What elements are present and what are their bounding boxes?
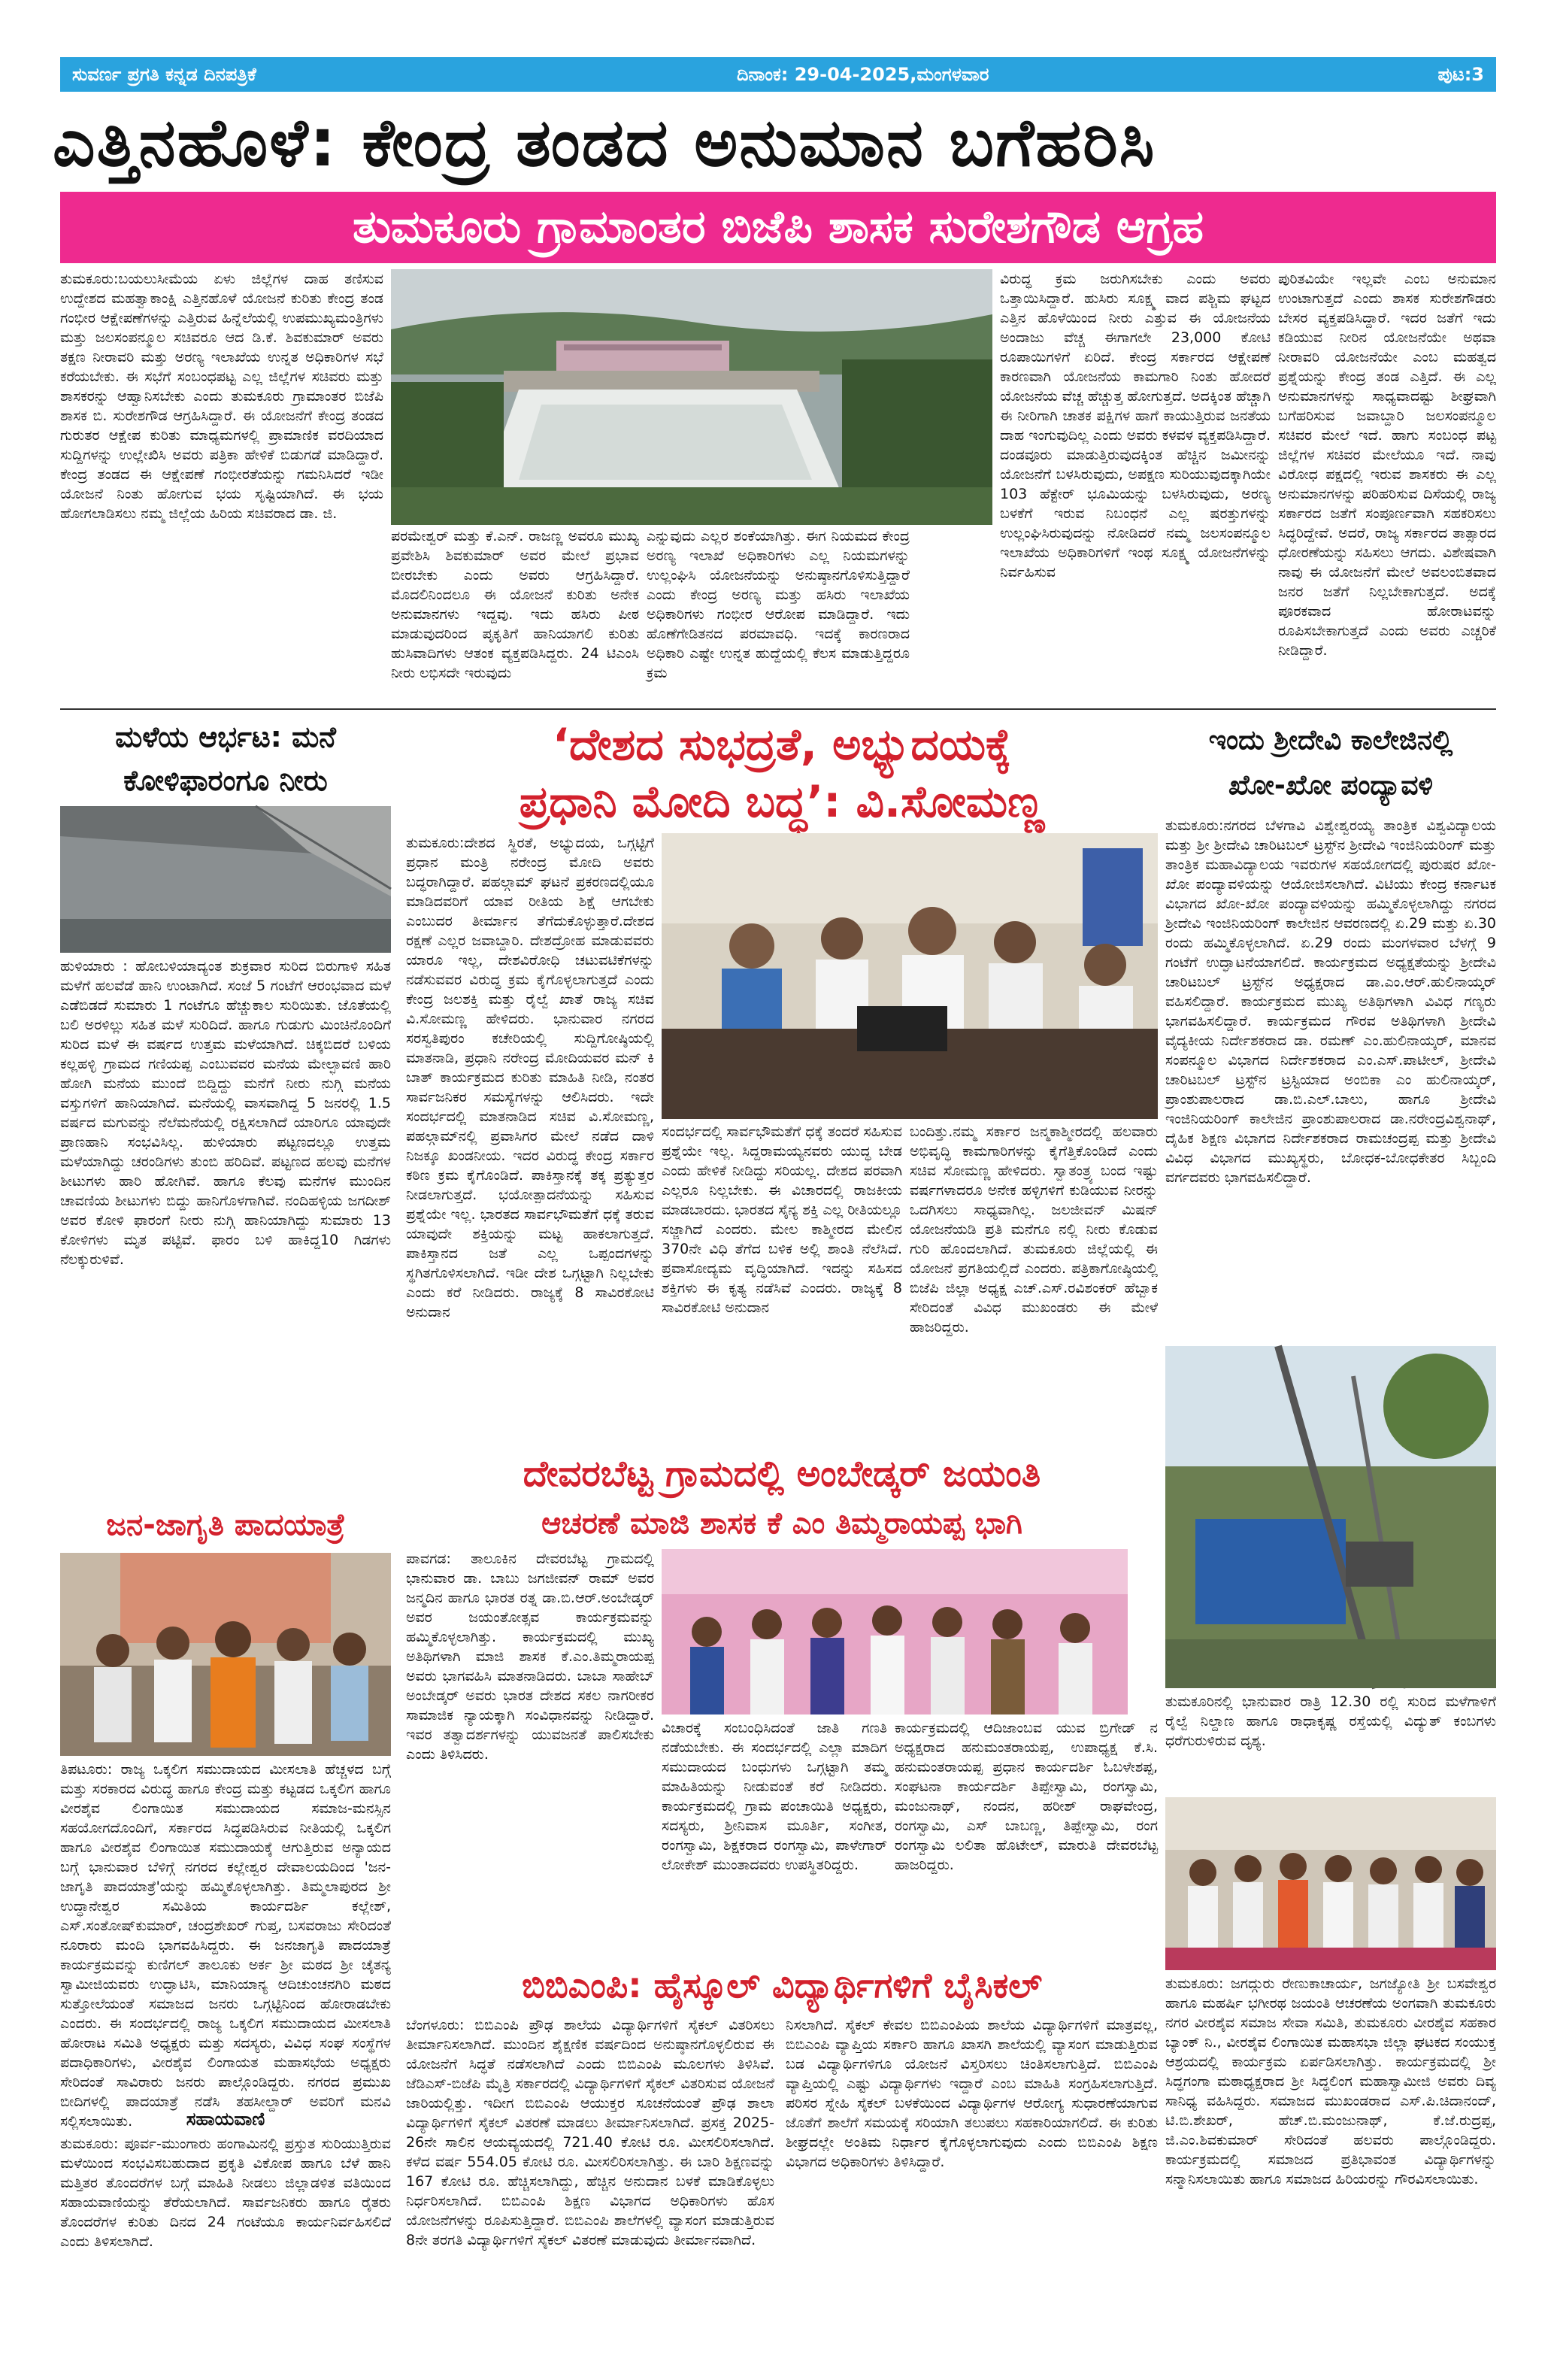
dam-photo [391,269,992,525]
jana-body: ತಿಪಟೂರು: ರಾಜ್ಯ ಒಕ್ಕಲಿಗ ಸಮುದಾಯದ ಮೀಸಲಾತಿ ಹೆಚ್ಚಳದ ಬಗ್ಗೆ ಮತ್ತು ಸರಕಾರದ ವಿರುದ್ಧ ಹಾಗೂ ಕೇಂದ್ರ ಮತ್ತು ಕಟ್ಟಡದ ಒಕ್ಕಲಿಗ ಹಾಗೂ ವೀರಶೈವ ಲಿಂಗಾಯಿತ ಸಮುದಾಯದ ಸಮಾಜ-ಮನಸ್ಸಿನ ಸಹಯೋಗದೊಂದಿಗೆ, ಸರ್ಕಾರದ ಸಿದ್ಧಪಡಿಸಿರುವ ನೀತಿಯಲ್ಲಿ ಒಕ್ಕಲಿಗ ಹಾಗೂ ವೀರಶೈವ ಲಿಂಗಾಯಿತ ಸಮುದಾಯಕ್ಕೆ ಆಗುತ್ತಿರುವ ಅನ್ಯಾಯದ ಬಗ್ಗೆ ಭಾನುವಾರ ಬೆಳಿಗ್ಗೆ ನಗರದ ಕಲ್ಲೇಶ್ವರ ದೇವಾಲಯದಿಂದ 'ಜನ-ಜಾಗೃತಿ ಪಾದಯಾತ್ರೆ'ಯನ್ನು ಹಮ್ಮಿಕೊಳ್ಳಲಾಗಿತ್ತು. ತಿಮ್ಮಲಾಪುರದ ಶ್ರೀ ಉದ್ಧಾನೇಶ್ವರ ಸಮಿತಿಯ ಕಾರ್ಯದರ್ಶಿ ಕಲ್ಲೇಶ್, ಎಸ್.ಸಂತೋಷ್‌ಕುಮಾರ್, ಚಂದ್ರಶೇಖರ್ ಗುಪ್ತ, ಬಸವರಾಜು ಸೇರಿದಂತೆ ನೂರಾರು ಮಂದಿ ಭಾಗವಹಿಸಿದ್ದರು. ಈ ಜನಜಾಗೃತಿ ಪಾದಯಾತ್ರೆ ಕಾರ್ಯಕ್ರಮವನ್ನು ಕುಣಿಗಲ್ ತಾಲೂಕು ಅರ್ಕ ಶ್ರೀ ಮಠದ ಶ್ರೀ ಚೈತನ್ಯ ಸ್ವಾಮೀಜಿಯವರು ಉದ್ಘಾಟಿಸಿ, ಮಾನಿಯಾನ್ಯ ಆದಿಚುಂಚನಗಿರಿ ಮಠದ ಸುತ್ತೋಲೆಯಂತೆ ಸಮಾಜದ ಜನರು ಒಗ್ಗಟ್ಟಿನಿಂದ ಹೋರಾಡಬೇಕು ಎಂದರು. ಈ ಸಂದರ್ಭದಲ್ಲಿ ರಾಜ್ಯ ಒಕ್ಕಲಿಗ ಸಮುದಾಯದ ಮೀಸಲಾತಿ ಹೋರಾಟ ಸಮಿತಿ ಅಧ್ಯಕ್ಷರು ಮತ್ತು ಸದಸ್ಯರು, ವಿವಿಧ ಸಂಘ ಸಂಸ್ಥೆಗಳ ಪದಾಧಿಕಾರಿಗಳು, ವೀರಶೈವ ಲಿಂಗಾಯತ ಮಹಾಸಭೆಯ ಅಧ್ಯಕ್ಷರು ಸೇರಿದಂತೆ ಸಾವಿರಾರು ಜನರು ಪಾಲ್ಗೊಂಡಿದ್ದರು. ನಗರದ ಪ್ರಮುಖ ಬೀದಿಗಳಲ್ಲಿ ಪಾದಯಾತ್ರೆ ನಡೆಸಿ ತಹಸೀಲ್ದಾರ್ ಅವರಿಗೆ ಮನವಿ ಸಲ್ಲಿಸಲಾಯಿತು. [60,1761,391,2130]
pylon-caption: ತುಮಕೂರಿನಲ್ಲಿ ಭಾನುವಾರ ರಾತ್ರಿ 12.30 ರಲ್ಲಿ ಸುರಿದ ಮಳೆಗಾಳಿಗೆ ರೈಲ್ವೆ ನಿಲ್ದಾಣ ಹಾಗೂ ರಾಧಾಕೃಷ್ಣ ರಸ್ತೆಯಲ್ಲಿ ವಿದ್ಯುತ್ ಕಂಬಗಳು ಧರೆಗುರುಳಿರುವ ದೃಶ್ಯ. [1165,1693,1496,1749]
kho-headline-1: ಇಂದು ಶ್ರೀದೇವಿ ಕಾಲೇಜಿನಲ್ಲಿ [1208,725,1453,756]
page-number: ಪುಟ:3 [1437,64,1484,85]
lead-col-2: ಪರಮೇಶ್ವರ್ ಮತ್ತು ಕೆ.ಎನ್. ರಾಜಣ್ಣ ಅವರೂ ಮುಖ್ಯ ಪ್ರವೇಶಿಸಿ ಶಿವಕುಮಾರ್ ಅವರ ಮೇಲೆ ಪ್ರಭಾವ ಬೀರಬೇಕು ಎಂದು ಅವರು ಆಗ್ರಹಿಸಿದ್ದಾರೆ. ಮೊದಲಿನಿಂದಲೂ ಈ ಯೋಜನೆ ಕುರಿತು ಅನೇಕ ಅನುಮಾನಗಳು ಇದ್ದವು. ಇದು ಹಸಿರು ಪೀಠ ಮಾಡುವುದರಿಂದ ಪೃಕೃತಿಗೆ ಹಾನಿಯಾಗಲಿ ಕುರಿತು ಹುಸಿವಾದಿಗಳು ಆತಂಕ ವ್ಯಕ್ತಪಡಿಸಿದ್ದರು. 24 ಟಿಎಂಸಿ ನೀರು ಲಭಿಸದೇ ಇರುವುದು [391,528,639,681]
bike-col-2: ನಿಸಲಾಗಿದೆ. ಸೈಕಲ್ ಕೇವಲ ಬಿಬಿಎಂಪಿಯ ಶಾಲೆಯ ವಿದ್ಯಾರ್ಥಿಗಳಿಗೆ ಮಾತ್ರವಲ್ಲ, ಬಿಬಿಎಂಪಿ ವ್ಯಾಪ್ತಿಯ ಸರ್ಕಾರಿ ಹಾಗೂ ಖಾಸಗಿ ಶಾಲೆಯಲ್ಲಿ ವ್ಯಾಸಂಗ ಮಾಡುತ್ತಿರುವ ಬಡ ವಿದ್ಯಾರ್ಥಿಗಳಿಗೂ ಯೋಜನೆ ವಿಸ್ತರಿಸಲು ಚಿಂತಿಸಲಾಗುತ್ತಿದೆ. ಬಿಬಿಎಂಪಿ ವ್ಯಾಪ್ತಿಯಲ್ಲಿ ಎಷ್ಟು ವಿದ್ಯಾರ್ಥಿಗಳು ಇದ್ದಾರೆ ಎಂಬ ಮಾಹಿತಿ ಸಂಗ್ರಹಿಸಲಾಗುತ್ತಿದೆ. ಪರಿಸರ ಸ್ನೇಹಿ ಸೈಕಲ್ ಬಳಕೆಯಿಂದ ವಿದ್ಯಾರ್ಥಿಗಳ ಆರೋಗ್ಯ ಸುಧಾರಣೆಯಾಗುವ ಜೊತೆಗೆ ಶಾಲೆಗೆ ಸಮಯಕ್ಕೆ ಸರಿಯಾಗಿ ತಲುಪಲು ಸಹಕಾರಿಯಾಗಲಿದೆ. ಈ ಕುರಿತು ಶೀಘ್ರದಲ್ಲೇ ಅಂತಿಮ ನಿರ್ಧಾರ ಕೈಗೊಳ್ಳಲಾಗುವುದು ಎಂದು ಬಿಬಿಎಂಪಿ ಶಿಕ್ಷಣ ವಿಭಾಗದ ಅಧಿಕಾರಿಗಳು ತಿಳಿಸಿದ್ದಾರೆ. [786,2017,1158,2170]
ambedkar-col-3: ಕಾರ್ಯಕ್ರಮದಲ್ಲಿ ಆದಿಜಾಂಬವ ಯುವ ಬ್ರಿಗೇಡ್ ನ ಅಧ್ಯಕ್ಷರಾದ ಹನುಮಂತರಾಯಪ್ಪ, ಉಪಾಧ್ಯಕ್ಷ ಕೆ.ಸಿ. ಹನುಮಂತರಾಯಪ್ಪ ಪ್ರಧಾನ ಕಾರ್ಯದರ್ಶಿ ಓಬಳೇಶಪ್ಪ, ಸಂಘಟನಾ ಕಾರ್ಯದರ್ಶಿ ತಿಪ್ಪೇಸ್ವಾಮಿ, ರಂಗಸ್ವಾಮಿ, ಮಂಜುನಾಥ್, ನಂದನ, ಹರೀಶ್ ರಾಘವೇಂದ್ರ, ರಂಗಸ್ವಾಮಿ, ಎಸ್ ಬಾಬಣ್ಣ, ತಿಪ್ಪೇಸ್ವಾಮಿ, ರಂಗ ರಂಗಸ್ವಾಮಿ ಲಲಿತಾ ಹೊಟೇಲ್, ಮಾರುತಿ ದೇವರಬೆಟ್ಟ ಹಾಜರಿದ್ದರು. [895,1720,1158,1873]
rain-body: ಹುಳಿಯಾರು : ಹೋಬಳಿಯಾದ್ಯಂತ ಶುಕ್ರವಾರ ಸುರಿದ ಬಿರುಗಾಳಿ ಸಹಿತ ಮಳೆಗೆ ಹಲವೆಡೆ ಹಾನಿ ಉಂಟಾಗಿದೆ. ಸಂಜೆ 5 ಗಂಟೆಗೆ ಆರಂಭವಾದ ಮಳೆ ಎಡೆಬಿಡದೆ ಸುಮಾರು 1 ಗಂಟೆಗೂ ಹೆಚ್ಚುಕಾಲ ಸುರಿಯಿತು. ಜೊತೆಯಲ್ಲಿ ಬಲಿ ಅರಳಿಲ್ಲು ಸಹಿತ ಮಳೆ ಸುರಿದಿದೆ. ಹಾಗೂ ಗುಡುಗು ಮಿಂಚಿನೊಂದಿಗೆ ಸುರಿದ ಮಳೆ ಈ ವರ್ಷದ ಉತ್ತಮ ಮಳೆಯಾಗಿದೆ. ಚಿಕ್ಕಬಿದರೆ ಬಳಿಯ ಕಲ್ಲಹಳ್ಳಿ ಗ್ರಾಮದ ಗಣಿಯಪ್ಪ ಎಂಬುವವರ ಮನೆಯ ಮೇಲ್ಛಾವಣಿ ಹಾರಿ ಹೋಗಿ ಮನೆಯ ಮುಂದೆ ಬಿದ್ದಿದ್ದು ಮನೆಗೆ ನೀರು ನುಗ್ಗಿ ಮನೆಯ ವಸ್ತುಗಳಿಗೆ ಹಾನಿಯಾಗಿದೆ. ಮನೆಯಲ್ಲಿ ವಾಸವಾಗಿದ್ದ 5 ಜನರಲ್ಲಿ 1.5 ವರ್ಷದ ಮಗುವನ್ನು ನೆಲೆಮನೆಯಲ್ಲಿ ರಕ್ಷಿಸಲಾಗಿದೆ ಯಾರಿಗೂ ಯಾವುದೇ ಪ್ರಾಣಹಾನಿ ಸಂಭವಿಸಿಲ್ಲ. ಹುಳಿಯಾರು ಪಟ್ಟಣದಲ್ಲೂ ಉತ್ತಮ ಮಳೆಯಾಗಿದ್ದು ಚರಂಡಿಗಳು ತುಂಬಿ ಹರಿದಿವೆ. ಪಟ್ಟಣದ ಹಲವು ಮನೆಗಳ ಶೀಟುಗಳು ಹಾರಿ ಹೋಗಿವೆ. ಹಾಗೂ ಕೆಲವು ಮನೆಗಳ ಮುಂದಿನ ಚಾವಣಿಯ ಶೀಟುಗಳು ಬಿದ್ದು ಹಾನಿಗೊಳಗಾಗಿವೆ. ನಂದಿಹಳ್ಳಿಯ ಜಗದೀಶ್ ಅವರ ಕೋಳಿ ಫಾರಂಗೆ ನೀರು ನುಗ್ಗಿ ಹಾನಿಯಾಗಿದ್ದು ಸುಮಾರು 13 ಕೋಳಿಗಳು ಮೃತ ಪಟ್ಟಿವೆ. ಫಾರಂ ಬಳಿ ಹಾಕಿದ್ದ10 ಗಿಡಗಳು ನೆಲಕ್ಕುರುಳಿವೆ. [60,958,391,1268]
ambedkar-illustration [662,1549,1128,1715]
ambedkar-col-2: ವಿಚಾರಕ್ಕೆ ಸಂಬಂಧಿಸಿದಂತೆ ಜಾತಿ ಗಣತಿ ನಡೆಯಬೇಕು. ಈ ಸಂದರ್ಭದಲ್ಲಿ ಎಲ್ಲಾ ಮಾದಿಗ ಸಮುದಾಯದ ಬಂಧುಗಳು ಒಗ್ಗಟ್ಟಾಗಿ ತಮ್ಮ ಮಾಹಿತಿಯನ್ನು ನೀಡುವಂತೆ ಕರೆ ನೀಡಿದರು. ಕಾರ್ಯಕ್ರಮದಲ್ಲಿ ಗ್ರಾಮ ಪಂಚಾಯಿತಿ ಅಧ್ಯಕ್ಷರು, ಸದಸ್ಯರು, ಶ್ರೀನಿವಾಸ ಮೂರ್ತಿ, ಸಂಗೀತ, ರಂಗಸ್ವಾಮಿ, ಶಿಕ್ಷಕರಾದ ರಂಗಸ್ವಾಮಿ, ಪಾಳೇಗಾರ್ ಲೋಕೇಶ್ ಮುಂತಾದವರು ಉಪಸ್ಥಿತರಿದ್ದರು. [662,1720,887,1873]
modi-col-3: ಬಂದಿತ್ತು.ನಮ್ಮ ಸರ್ಕಾರ ಜನ್ಮಕಾಶ್ಮೀರದಲ್ಲಿ ಹಲವಾರು ಅಭಿವೃದ್ಧಿ ಕಾಮಗಾರಿಗಳನ್ನು ಕೈಗೆತ್ತಿಕೊಂಡಿದೆ ಎಂದು ಸಚಿವ ಸೋಮಣ್ಣ ಹೇಳಿದರು. ಸ್ವಾತಂತ್ರ್ಯ ಬಂದ ಇಷ್ಟು ವರ್ಷಗಳಾದರೂ ಅನೇಕ ಹಳ್ಳಿಗಳಿಗೆ ಕುಡಿಯುವ ನೀರನ್ನು ಒದಗಿಸಲು ಸಾಧ್ಯವಾಗಿಲ್ಲ. ಜಲಜೀವನ್ ಮಿಷನ್ ಯೋಜನೆಯಡಿ ಪ್ರತಿ ಮನೆಗೂ ನಲ್ಲಿ ನೀರು ಕೊಡುವ ಗುರಿ ಹೊಂದಲಾಗಿದೆ. ತುಮಕೂರು ಜಿಲ್ಲೆಯಲ್ಲಿ ಈ ಯೋಜನೆ ಪ್ರಗತಿಯಲ್ಲಿದೆ ಎಂದರು. ಪತ್ರಿಕಾಗೋಷ್ಠಿಯಲ್ಲಿ ಬಿಜೆಪಿ ಜಿಲ್ಲಾ ಅಧ್ಯಕ್ಷ ಎಚ್.ಎಸ್.ರವಿಶಂಕರ್ ಹೆಬ್ಬಾಕ ಸೇರಿದಂತೆ ವಿವಿಧ ಮುಖಂಡರು ಈ ಮೇಳೆ ಹಾಜರಿದ್ದರು. [910,1123,1158,1336]
divider [60,708,1496,710]
ambedkar-col-1: ಪಾವಗಡ: ತಾಲೂಕಿನ ದೇವರಬೆಟ್ಟ ಗ್ರಾಮದಲ್ಲಿ ಭಾನುವಾರ ಡಾ. ಬಾಬು ಜಗಜೀವನ್ ರಾಮ್ ಅವರ ಜನ್ಮದಿನ ಹಾಗೂ ಭಾರತ ರತ್ನ ಡಾ.ಬಿ.ಆರ್.ಅಂಬೇಡ್ಕರ್ ಅವರ ಜಯಂತೋತ್ಸವ ಕಾರ್ಯಕ್ರಮವನ್ನು ಹಮ್ಮಿಕೊಳ್ಳಲಾಗಿತ್ತು. ಕಾರ್ಯಕ್ರಮದಲ್ಲಿ ಮುಖ್ಯ ಅತಿಥಿಗಳಾಗಿ ಮಾಜಿ ಶಾಸಕ ಕೆ.ಎಂ.ತಿಮ್ಮರಾಯಪ್ಪ ಅವರು ಭಾಗವಹಿಸಿ ಮಾತನಾಡಿದರು. ಬಾಬಾ ಸಾಹೇಬ್ ಅಂಬೇಡ್ಕರ್ ಅವರು ಭಾರತ ದೇಶದ ಸಕಲ ನಾಗರೀಕರ ಸಾಮಾಜಿಕ ನ್ಯಾಯಕ್ಕಾಗಿ ಸಂವಿಧಾನವನ್ನು ನೀಡಿದ್ದಾರೆ. ಇವರ ತತ್ವಾದರ್ಶಗಳನ್ನು ಯುವಜನತೆ ಪಾಲಿಸಬೇಕು ಎಂದು ತಿಳಿಸಿದರು. [406,1551,654,1763]
sahaya-body: ತುಮಕೂರು: ಪೂರ್ವ-ಮುಂಗಾರು ಹಂಗಾಮಿನಲ್ಲಿ ಪ್ರಸ್ತುತ ಸುರಿಯುತ್ತಿರುವ ಮಳೆಯಿಂದ ಸಂಭವಿಸಬಹುದಾದ ಪ್ರಕೃತಿ ವಿಕೋಪ ಹಾಗೂ ಬೆಳೆ ಹಾನಿ ಮತ್ತಿತರ ತೊಂದರೆಗಳ ಬಗ್ಗೆ ಮಾಹಿತಿ ನೀಡಲು ಜಿಲ್ಲಾಡಳಿತ ವತಿಯಿಂದ ಸಹಾಯವಾಣಿಯನ್ನು ತೆರೆಯಲಾಗಿದೆ. ಸಾರ್ವಜನಿಕರು ಹಾಗೂ ರೈತರು ತೊಂದರೆಗಳ ಕುರಿತು ದಿನದ 24 ಗಂಟೆಯೂ ಕಾರ್ಯನಿರ್ವಹಿಸಲಿದೆ ಎಂದು ತಿಳಿಸಲಾಗಿದೆ. [60,2136,391,2250]
ambedkar-headline: ದೇವರಬೆಟ್ಟ ಗ್ರಾಮದಲ್ಲಿ ಅಂಬೇಡ್ಕರ್ ಜಯಂತಿ [523,1453,1041,1495]
press-meet-photo [662,833,1158,1119]
padayatre-photo [60,1553,391,1756]
rain-headline-1: ಮಳೆಯ ಆರ್ಭಟ: ಮನೆ [115,720,336,753]
press-meet-illustration [662,833,1158,1119]
masthead-bar [60,57,1496,92]
swamiji-body: ತುಮಕೂರು: ಜಗದ್ಗುರು ರೇಣುಕಾಚಾರ್ಯ, ಜಗಜ್ಯೋತಿ ಶ್ರೀ ಬಸವೇಶ್ವರ ಹಾಗೂ ಮಹರ್ಷಿ ಭಗೀರಥ ಜಯಂತಿ ಆಚರಣೆಯ ಅಂಗವಾಗಿ ತುಮಕೂರು ನಗರ ವೀರಶೈವ ಸಮಾಜ ಸೇವಾ ಸಮಿತಿ, ತುಮಕೂರು ವೀರಶೈವ ಸಹಕಾರ ಬ್ಯಾಂಕ್ ನಿ., ವೀರಶೈವ ಲಿಂಗಾಯಿತ ಮಹಾಸಭಾ ಜಿಲ್ಲಾ ಘಟಕದ ಸಂಯುಕ್ತ ಆಶ್ರಯದಲ್ಲಿ ಕಾರ್ಯಕ್ರಮ ಏರ್ಪಡಿಸಲಾಗಿತ್ತು. ಕಾರ್ಯಕ್ರಮದಲ್ಲಿ ಶ್ರೀ ಸಿದ್ಧಗಂಗಾ ಮಠಾಧ್ಯಕ್ಷರಾದ ಶ್ರೀ ಸಿದ್ಧಲಿಂಗ ಮಹಾಸ್ವಾಮೀಜಿ ಅವರು ದಿವ್ಯ ಸಾನಿಧ್ಯ ವಹಿಸಿದ್ದರು. ಸಮಾಜದ ಮುಖಂಡರಾದ ಎಸ್.ಪಿ.ಚಿದಾನಂದ್, ಟಿ.ಬಿ.ಶೇಖರ್, ಹೆಚ್.ಬಿ.ಮಂಜುನಾಥ್, ಕೆ.ಜೆ.ರುದ್ರಪ್ಪ, ಜಿ.ಎಂ.ಶಿವಕುಮಾರ್ ಸೇರಿದಂತೆ ಹಲವರು ಪಾಲ್ಗೊಂಡಿದ್ದರು. ಕಾರ್ಯಕ್ರಮದಲ್ಲಿ ಸಮಾಜದ ಪ್ರತಿಭಾವಂತ ವಿದ್ಯಾರ್ಥಿಗಳನ್ನು ಸನ್ಮಾನಿಸಲಾಯಿತು ಹಾಗೂ ಸಮಾಜದ ಹಿರಿಯರನ್ನು ಗೌರವಿಸಲಾಯಿತು. [1165,1975,1496,2187]
modi-col-1: ತುಮಕೂರು:ದೇಶದ ಸ್ಥಿರತೆ, ಅಭ್ಯುದಯ, ಒಗ್ಗಟ್ಟಿಗೆ ಪ್ರಧಾನ ಮಂತ್ರಿ ನರೇಂದ್ರ ಮೋದಿ ಅವರು ಬದ್ಧರಾಗಿದ್ದಾರೆ. ಪಹಲ್ಗಾಮ್ ಘಟನೆ ಪ್ರಕರಣದಲ್ಲಿಯೂ ಮಾಡಿದವರಿಗೆ ಯಾವ ರೀತಿಯ ಶಿಕ್ಷೆ ಆಗಬೇಕು ಎಂಬುದರ ತೀರ್ಮಾನ ತೆಗೆದುಕೊಳ್ಳುತ್ತಾರೆ.ದೇಶದ ರಕ್ಷಣೆ ಎಲ್ಲರ ಜವಾಬ್ದಾರಿ. ದೇಶದ್ರೋಹ ಮಾಡುವವರು ಯಾರೂ ಇಲ್ಲ, ದೇಶವಿರೋಧಿ ಚಟುವಟಿಕೆಗಳನ್ನು ನಡೆಸುವವರ ವಿರುದ್ಧ ಕ್ರಮ ಕೈಗೊಳ್ಳಲಾಗುತ್ತದೆ ಎಂದು ಕೇಂದ್ರ ಜಲಶಕ್ತಿ ಮತ್ತು ರೈಲ್ವೆ ಖಾತೆ ರಾಜ್ಯ ಸಚಿವ ವಿ.ಸೋಮಣ್ಣ ಹೇಳಿದರು. ಭಾನುವಾರ ನಗರದ ಸರಸ್ವತಿಪುರಂ ಕಚೇರಿಯಲ್ಲಿ ಸುದ್ದಿಗೋಷ್ಠಿಯಲ್ಲಿ ಮಾತನಾಡಿ, ಪ್ರಧಾನಿ ನರೇಂದ್ರ ಮೋದಿಯವರ ಮನ್ ಕಿ ಬಾತ್ ಕಾರ್ಯಕ್ರಮದ ಕುರಿತು ಮಾಹಿತಿ ನೀಡಿ, ನಂತರ ಸಾರ್ವಜನಿಕರ ಸಮಸ್ಯೆಗಳನ್ನು ಆಲಿಸಿದರು. ಇದೇ ಸಂದರ್ಭದಲ್ಲಿ ಮಾತನಾಡಿದ ಸಚಿವ ವಿ.ಸೋಮಣ್ಣ, ಪಹಲ್ಗಾಮ್‌ನಲ್ಲಿ ಪ್ರವಾಸಿಗರ ಮೇಲೆ ನಡೆದ ದಾಳಿ ನಿಜಕ್ಕೂ ಖಂಡನೀಯ. ಇದರ ವಿರುದ್ಧ ಕೇಂದ್ರ ಸರ್ಕಾರ ಕಠಿಣ ಕ್ರಮ ಕೈಗೊಂಡಿದೆ. ಪಾಕಿಸ್ತಾನಕ್ಕೆ ತಕ್ಕ ಪ್ರತ್ಯುತ್ತರ ನೀಡಲಾಗುತ್ತದೆ. ಭಯೋತ್ಪಾದನೆಯನ್ನು ಸಹಿಸುವ ಪ್ರಶ್ನೆಯೇ ಇಲ್ಲ. ಭಾರತದ ಸಾರ್ವಭೌಮತೆಗೆ ಧಕ್ಕೆ ತರುವ ಯಾವುದೇ ಶಕ್ತಿಯನ್ನು ಮಟ್ಟ ಹಾಕಲಾಗುತ್ತದೆ. ಪಾಕಿಸ್ತಾನದ ಜತೆ ಎಲ್ಲ ಒಪ್ಪಂದಗಳನ್ನು ಸ್ಥಗಿತಗೊಳಿಸಲಾಗಿದೆ. ಇಡೀ ದೇಶ ಒಗ್ಗಟ್ಟಾಗಿ ನಿಲ್ಲಬೇಕು ಎಂದು ಕರೆ ನೀಡಿದರು. ರಾಜ್ಯಕ್ಕೆ 8 ಸಾವಿರಕೋಟಿ ಅನುದಾನ [406,835,654,1320]
swamiji-photo [1165,1797,1496,1970]
sahaya-title: ಸಹಾಯವಾಣಿ [186,2109,265,2130]
rain-illustration [60,806,391,953]
lead-subhead: ತುಮಕೂರು ಗ್ರಾಮಾಂತರ ಬಿಜೆಪಿ ಶಾಸಕ ಸುರೇಶಗೌಡ ಆಗ್ರಹ [60,192,1496,263]
jana-headline: ಜನ-ಜಾಗೃತಿ ಪಾದಯಾತ್ರೆ [106,1508,345,1542]
lead-headline: ಎತ್ತಿನಹೊಳೆ: ಕೇಂದ್ರ ತಂಡದ ಅನುಮಾನ ಬಗೆಹರಿಸಿ [53,104,1156,181]
ambedkar-subhead: ಆಚರಣೆ ಮಾಜಿ ಶಾಸಕ ಕೆ ಎಂ ತಿಮ್ಮರಾಯಪ್ಪ ಭಾಗಿ [541,1506,1022,1541]
issue-date: ದಿನಾಂಕ: 29-04-2025,ಮಂಗಳವಾರ [737,64,989,85]
rain-headline-2: ಕೋಳಿಫಾರಂಗೂ ನೀರು [123,764,328,797]
lead-col-1: ತುಮಕೂರು:ಬಯಲುಸೀಮೆಯ ಏಳು ಜಿಲ್ಲೆಗಳ ದಾಹ ತಣಿಸುವ ಉದ್ದೇಶದ ಮಹತ್ವಾಕಾಂಕ್ಷಿ ಎತ್ತಿನಹೊಳೆ ಯೋಜನೆ ಕುರಿತು ಕೇಂದ್ರ ತಂಡ ಗಂಭೀರ ಆಕ್ಷೇಪಣೆಗಳನ್ನು ಎತ್ತಿರುವ ಹಿನ್ನೆಲೆಯಲ್ಲಿ ಉಪಮುಖ್ಯಮಂತ್ರಿಗಳು ಮತ್ತು ಜಲಸಂಪನ್ಮೂಲ ಸಚಿವರೂ ಆದ ಡಿ.ಕೆ. ಶಿವಕುಮಾರ್ ಅವರು ತಕ್ಷಣ ನೀರಾವರಿ ಮತ್ತು ಅರಣ್ಯ ಇಲಾಖೆಯ ಉನ್ನತ ಅಧಿಕಾರಿಗಳ ಸಭೆ ಕರೆಯಬೇಕು. ಈ ಸಭೆಗೆ ಸಂಬಂಧಪಟ್ಟ ಎಲ್ಲ ಜಿಲ್ಲೆಗಳ ಸಚಿವರು ಮತ್ತು ಶಾಸಕರನ್ನು ಆಹ್ವಾನಿಸಬೇಕು ಎಂದು ತುಮಕೂರು ಗ್ರಾಮಾಂತರ ಬಿಜೆಪಿ ಶಾಸಕ ಬಿ. ಸುರೇಶಗೌಡ ಆಗ್ರಹಿಸಿದ್ದಾರೆ. ಈ ಯೋಜನೆಗೆ ಕೇಂದ್ರ ತಂಡದ ಗುರುತರ ಆಕ್ಷೇಪ ಕುರಿತು ಮಾಧ್ಯಮಗಳಲ್ಲಿ ಪ್ರಾಮಾಣಿಕ ವರದಿಯಾದ ಸುದ್ದಿಗಳನ್ನು ಉಲ್ಲೇಖಿಸಿ ಅವರು ಪತ್ರಿಕಾ ಹೇಳಿಕೆ ಬಿಡುಗಡೆ ಮಾಡಿದ್ದಾರೆ. ಕೇಂದ್ರ ತಂಡದ ಈ ಆಕ್ಷೇಪಣೆ ಗಂಭೀರತೆಯನ್ನು ಗಮನಿಸಿದರೆ ಇಡೀ ಯೋಜನೆ ನಿಂತು ಹೋಗುವ ಭಯ ಸೃಷ್ಟಿಯಾಗಿದೆ. ಈ ಭಯ ಹೋಗಲಾಡಿಸಲು ನಮ್ಮ ಜಿಲ್ಲೆಯ ಹಿರಿಯ ಸಚಿವರಾದ ಡಾ. ಜಿ. [60,271,383,522]
lead-col-3: ಎನ್ನುವುದು ಎಲ್ಲರ ಶಂಕೆಯಾಗಿತ್ತು. ಈಗ ನಿಯಮದ ಕೇಂದ್ರ ಅರಣ್ಯ ಇಲಾಖೆ ಅಧಿಕಾರಿಗಳು ಎಲ್ಲ ನಿಯಮಗಳನ್ನು ಉಲ್ಲಂಘಿಸಿ ಯೋಜನೆಯನ್ನು ಅನುಷ್ಠಾನಗೊಳಿಸುತ್ತಿದ್ದಾರೆ ಎಂದು ಕೇಂದ್ರ ಅರಣ್ಯ ಮತ್ತು ಹಸಿರು ಇಲಾಖೆಯ ಅಧಿಕಾರಿಗಳು ಗಂಭೀರ ಆರೋಪ ಮಾಡಿದ್ದಾರೆ. ಇದು ಹೊಣೆಗೇಡಿತನದ ಪರಮಾವಧಿ. ಇದಕ್ಕೆ ಕಾರಣರಾದ ಅಧಿಕಾರಿ ಎಷ್ಟೇ ಉನ್ನತ ಹುದ್ದೆಯಲ್ಲಿ ಕೆಲಸ ಮಾಡುತ್ತಿದ್ದರೂ ಕ್ರಮ [647,528,910,681]
ambedkar-photo [662,1549,1128,1715]
modi-col-2: ಸಂದರ್ಭದಲ್ಲಿ ಸಾರ್ವಭೌಮತೆಗೆ ಧಕ್ಕೆ ತಂದರೆ ಸಹಿಸುವ ಪ್ರಶ್ನೆಯೇ ಇಲ್ಲ. ಸಿದ್ದರಾಮಯ್ಯನವರು ಯುದ್ಧ ಬೇಡ ಎಂದು ಹೇಳಿಕೆ ನೀಡಿದ್ದು ಸರಿಯಲ್ಲ. ದೇಶದ ಪರವಾಗಿ ಎಲ್ಲರೂ ನಿಲ್ಲಬೇಕು. ಈ ವಿಚಾರದಲ್ಲಿ ರಾಜಕೀಯ ಮಾಡಬಾರದು. ಭಾರತದ ಸೈನ್ಯ ಶಕ್ತಿ ಎಲ್ಲ ರೀತಿಯಲ್ಲೂ ಸಜ್ಜಾಗಿದೆ ಎಂದರು. ಮೇಲ ಕಾಶ್ಮೀರದ ಮೇಲಿನ 370ನೇ ವಿಧಿ ತೆಗೆದ ಬಳಿಕ ಅಲ್ಲಿ ಶಾಂತಿ ನೆಲೆಸಿದೆ. ಪ್ರವಾಸೋದ್ಯಮ ವೃದ್ಧಿಯಾಗಿದೆ. ಇದನ್ನು ಸಹಿಸದ ಶಕ್ತಿಗಳು ಈ ಕೃತ್ಯ ನಡೆಸಿವೆ ಎಂದರು. ರಾಜ್ಯಕ್ಕೆ 8 ಸಾವಿರಕೋಟಿ ಅನುದಾನ [662,1123,902,1316]
paper-name: ಸುವರ್ಣ ಪ್ರಗತಿ ಕನ್ನಡ ದಿನಪತ್ರಿಕೆ [72,64,256,85]
padayatre-illustration [60,1553,391,1756]
lead-col-5: ಪುರಿತವಿಯೇ ಇಲ್ಲವೇ ಎಂಬ ಅನುಮಾನ ಉಂಟಾಗುತ್ತದೆ ಎಂದು ಶಾಸಕ ಸುರೇಶಗೌಡರು ಬೇಸರ ವ್ಯಕ್ತಪಡಿಸಿದ್ದಾರೆ. ಇದರ ಜತೆಗೆ ಇದು ಕಡಿಯುವ ನೀರಿನ ಯೋಜನೆಯೇ ಅಥವಾ ನೀರಾವರಿ ಯೋಜನೆಯೇ ಎಂಬ ಮಹತ್ವದ ಪ್ರಶ್ನೆಯನ್ನು ಕೇಂದ್ರ ತಂಡ ಎತ್ತಿದೆ. ಈ ಎಲ್ಲ ಅನುಮಾನಗಳನ್ನು ಸಾಧ್ಯವಾದಷ್ಟು ಶೀಘ್ರವಾಗಿ ಬಗೆಹರಿಸುವ ಜವಾಬ್ದಾರಿ ಜಲಸಂಪನ್ಮೂಲ ಸಚಿವರ ಮೇಲೆ ಇದೆ. ಹಾಗು ಸಂಬಂಧ ಪಟ್ಟ ಜಿಲ್ಲೆಗಳ ಸಚಿವರ ಮೇಲೆಯೂ ಇದೆ. ನಾವು ವಿರೋಧ ಪಕ್ಷದಲ್ಲಿ ಇರುವ ಶಾಸಕರು ಈ ಎಲ್ಲ ಅನುಮಾನಗಳನ್ನು ಪರಿಹರಿಸುವ ದಿಸೆಯಲ್ಲಿ ರಾಜ್ಯ ಸರ್ಕಾರದ ಜತೆಗೆ ಸಂಪೂರ್ಣವಾಗಿ ಸಹಕರಿಸಲು ಸಿದ್ಧರಿದ್ದೇವೆ. ಅದರೆ, ರಾಜ್ಯ ಸರ್ಕಾರದ ತಾತ್ಸಾರದ ಧೋರಣೆಯನ್ನು ಸಹಿಸಲು ಆಗದು. ವಿಶೇಷವಾಗಿ ನಾವು ಈ ಯೋಜನೆಗೆ ಮೇಲೆ ಅವಲಂಬಿತವಾದ ಜನರ ಜತೆಗೆ ನಿಲ್ಲಬೇಕಾಗುತ್ತದೆ. ಅದಕ್ಕೆ ಪೂರಕವಾದ ಹೋರಾಟವನ್ನು ರೂಪಿಸಬೇಕಾಗುತ್ತದೆ ಎಂದು ಅವರು ಎಚ್ಚರಿಕೆ ನೀಡಿದ್ದಾರೆ. [1278,271,1496,659]
pylon-photo [1165,1346,1496,1688]
swamiji-illustration [1165,1797,1496,1970]
kho-headline-2: ಖೋ-ಖೋ ಪಂದ್ಯಾವಳಿ [1228,770,1434,801]
kho-body: ತುಮಕೂರು:ನಗರದ ಬೆಳಗಾವಿ ವಿಶ್ವೇಶ್ವರಯ್ಯ ತಾಂತ್ರಿಕ ವಿಶ್ವವಿದ್ಯಾಲಯ ಮತ್ತು ಶ್ರೀ ಶ್ರೀದೇವಿ ಚಾರಿಟಬಲ್ ಟ್ರಸ್ಟ್‌ನ ಶ್ರೀದೇವಿ ಇಂಜಿನಿಯರಿಂಗ್ ಮತ್ತು ತಾಂತ್ರಿಕ ಮಹಾವಿದ್ಯಾಲಯ ಇವರುಗಳ ಸಹಯೋಗದಲ್ಲಿ ಪುರುಷರ ಖೋ-ಖೋ ಪಂದ್ಯಾವಳಿಯನ್ನು ಆಯೋಜಿಸಲಾಗಿದೆ. ವಿಟಿಯು ಕೇಂದ್ರ ಕರ್ನಾಟಕ ವಿಭಾಗದ ಖೋ-ಖೋ ಪಂದ್ಯಾವಳಿಯನ್ನು ಹಮ್ಮಿಕೊಳ್ಳಲಾಗಿದ್ದು ನಗರದ ಶ್ರೀದೇವಿ ಇಂಜಿನಿಯರಿಂಗ್ ಕಾಲೇಜಿನ ಆವರಣದಲ್ಲಿ ಏ.29 ಮತ್ತು ಏ.30 ರಂದು ಹಮ್ಮಿಕೊಳ್ಳಲಾಗಿದೆ. ಏ.29 ರಂದು ಮಂಗಳವಾರ ಬೆಳಗ್ಗೆ 9 ಗಂಟೆಗೆ ಉದ್ಘಾಟನೆಯಾಗಲಿದೆ. ಕಾರ್ಯಕ್ರಮದ ಅಧ್ಯಕ್ಷತೆಯನ್ನು ಶ್ರೀದೇವಿ ಚಾರಿಟಬಲ್ ಟ್ರಸ್ಟ್‌ನ ಅಧ್ಯಕ್ಷರಾದ ಡಾ.ಎಂ.ಆರ್.ಹುಲಿನಾಯ್ಕರ್ ವಹಿಸಲಿದ್ದಾರೆ. ಕಾರ್ಯಕ್ರಮದ ಮುಖ್ಯ ಅತಿಥಿಗಳಾಗಿ ವಿವಿಧ ಗಣ್ಯರು ಭಾಗವಹಿಸಲಿದ್ದಾರೆ. ಕಾರ್ಯಕ್ರಮದ ಗೌರವ ಅತಿಥಿಗಳಾಗಿ ಶ್ರೀದೇವಿ ವೈದ್ಯಕೀಯ ನಿರ್ದೇಶಕರಾದ ಡಾ. ರಮಣ್ ಎಂ.ಹುಲಿನಾಯ್ಕರ್, ಮಾನವ ಸಂಪನ್ಮೂಲ ವಿಭಾಗದ ನಿರ್ದೇಶಕರಾದ ಎಂ.ಎಸ್.ಪಾಟೀಲ್, ಶ್ರೀದೇವಿ ಚಾರಿಟಬಲ್ ಟ್ರಸ್ಟ್‌ನ ಟ್ರಸ್ಟಿಯಾದ ಅಂಬಿಕಾ ಎಂ ಹುಲಿನಾಯ್ಕರ್, ಪ್ರಾಂಶುಪಾಲರಾದ ಡಾ.ಬಿ.ಎಲ್.ಬಾಲು, ಹಾಗೂ ಶ್ರೀದೇವಿ ಇಂಜಿನಿಯರಿಂಗ್ ಕಾಲೇಜಿನ ಪ್ರಾಂಶುಪಾಲರಾದ ಡಾ.ನರೇಂದ್ರವಿಶ್ವನಾಥ್, ದೈಹಿಕ ಶಿಕ್ಷಣ ವಿಭಾಗದ ನಿರ್ದೇಶಕರಾದ ರಾಮಚಂದ್ರಪ್ಪ ಮತ್ತು ಶ್ರೀದೇವಿ ವಿವಿಧ ವಿಭಾಗದ ಮುಖ್ಯಸ್ಥರು, ಬೋಧಕ-ಬೋಧಕೇತರ ಸಿಬ್ಬಂದಿ ವರ್ಗದವರು ಭಾಗವಹಿಸಲಿದ್ದಾರೆ. [1165,817,1496,1186]
dam-illustration [391,269,992,525]
pylon-illustration [1165,1346,1496,1688]
modi-headline-1: ‘ದೇಶದ ಸುಭದ್ರತೆ, ಅಭ್ಯುದಯಕ್ಕೆ [553,719,1011,770]
rain-photo [60,806,391,953]
lead-col-4: ವಿರುದ್ಧ ಕ್ರಮ ಜರುಗಿಸಬೇಕು ಎಂದು ಅವರು ಒತ್ತಾಯಿಸಿದ್ದಾರೆ. ಹುಸಿರು ಸೂಕ್ಷ್ಮ ವಾದ ಪಶ್ಚಿಮ ಘಟ್ಟದ ಎತ್ತಿನ ಹೊಳೆಯಿಂದ ನೀರು ಎತ್ತುವ ಈ ಯೋಜನೆಯ ಅಂದಾಜು ವೆಚ್ಚ ಈಗಾಗಲೇ 23,000 ಕೋಟಿ ರೂಪಾಯಿಗಳಿಗೆ ಏರಿದೆ. ಕೇಂದ್ರ ಸರ್ಕಾರದ ಆಕ್ಷೇಪಣೆ ಕಾರಣವಾಗಿ ಯೋಜನೆಯ ಕಾಮಗಾರಿ ನಿಂತು ಹೋದರೆ ಯೋಜನೆಯ ವೆಚ್ಚ ಹೆಚ್ಚುತ್ತ ಹೋಗುತ್ತದೆ. ಅದಕ್ಕಿಂತ ಹೆಚ್ಚಾಗಿ ಈ ನೀರಿಗಾಗಿ ಚಾತಕ ಪಕ್ಷಿಗಳ ಹಾಗೆ ಕಾಯುತ್ತಿರುವ ಜನತೆಯ ದಾಹ ಇಂಗುವುದಿಲ್ಲ ಎಂದು ಅವರು ಕಳವಳ ವ್ಯಕ್ತಪಡಿಸಿದ್ದಾರೆ. ದಂಡವೂರು ಮಾಡುತ್ತಿರುವುದಕ್ಕಿಂತ ಹೆಚ್ಚಿನ ಜಮೀನನ್ನು ಯೋಜನೆಗೆ ಬಳಸಿರುವುದು, ಅಪಕ್ಷಣ ಸುರಿಯುವುದಕ್ಕಾಗಿಯೇ 103 ಹೆಕ್ಟೇರ್ ಭೂಮಿಯನ್ನು ಬಳಸಿರುವುದು, ಅರಣ್ಯ ಬಳಕೆಗೆ ಇರುವ ನಿಬಂಧನೆ ಎಲ್ಲ ಷರತ್ತುಗಳನ್ನು ಉಲ್ಲಂಘಿಸಿರುವುದನ್ನು ನೋಡಿದರೆ ನಮ್ಮ ಜಲಸಂಪನ್ಮೂಲ ಇಲಾಖೆಯ ಅಧಿಕಾರಿಗಳಿಗೆ ಇಂಥ ಸೂಕ್ಷ್ಮ ಯೋಜನೆಗಳನ್ನು ನಿರ್ವಹಿಸುವ [1000,271,1271,581]
bike-headline: ಬಿಬಿಎಂಪಿ: ಹೈಸ್ಕೂಲ್ ವಿದ್ಯಾರ್ಥಿಗಳಿಗೆ ಬೈಸಿಕಲ್ [521,1965,1043,2006]
bike-col-1: ಬೆಂಗಳೂರು: ಬಿಬಿಎಂಪಿ ಪ್ರೌಢ ಶಾಲೆಯ ವಿದ್ಯಾರ್ಥಿಗಳಿಗೆ ಸೈಕಲ್ ವಿತರಿಸಲು ತೀರ್ಮಾನಿಸಲಾಗಿದೆ. ಮುಂದಿನ ಶೈಕ್ಷಣಿಕ ವರ್ಷದಿಂದ ಅನುಷ್ಠಾನಗೊಳ್ಳಲಿರುವ ಈ ಯೋಜನೆಗೆ ಸಿದ್ಧತೆ ನಡೆಸಲಾಗಿದೆ ಎಂದು ಬಿಬಿಎಂಪಿ ಮೂಲಗಳು ತಿಳಿಸಿವೆ. ಜೆಡಿಎಸ್-ಬಿಜೆಪಿ ಮೈತ್ರಿ ಸರ್ಕಾರದಲ್ಲಿ ವಿದ್ಯಾರ್ಥಿಗಳಿಗೆ ಸೈಕಲ್ ವಿತರಿಸುವ ಯೋಜನೆ ಜಾರಿಯಲ್ಲಿತ್ತು. ಇದೀಗ ಬಿಬಿಎಂಪಿ ಆಯುಕ್ತರ ಸೂಚನೆಯಂತೆ ಪ್ರೌಢ ಶಾಲಾ ವಿದ್ಯಾರ್ಥಿಗಳಿಗೆ ಸೈಕಲ್ ವಿತರಣೆ ಮಾಡಲು ತೀರ್ಮಾನಿಸಲಾಗಿದೆ. ಪ್ರಸಕ್ತ 2025-26ನೇ ಸಾಲಿನ ಆಯವ್ಯಯದಲ್ಲಿ 721.40 ಕೋಟಿ ರೂ. ಮೀಸಲಿರಿಸಲಾಗಿದೆ. ಕಳೆದ ವರ್ಷ 554.05 ಕೋಟಿ ರೂ. ಮೀಸಲಿರಿಸಲಾಗಿತ್ತು. ಈ ಬಾರಿ ಶಿಕ್ಷಣವನ್ನು 167 ಕೋಟಿ ರೂ. ಹೆಚ್ಚಿಸಲಾಗಿದ್ದು, ಹೆಚ್ಚಿನ ಅನುದಾನ ಬಳಕೆ ಮಾಡಿಕೊಳ್ಳಲು ನಿರ್ಧರಿಸಲಾಗಿದೆ. ಬಿಬಿಎಂಪಿ ಶಿಕ್ಷಣ ವಿಭಾಗದ ಅಧಿಕಾರಿಗಳು ಹೊಸ ಯೋಜನೆಗಳನ್ನು ರೂಪಿಸುತ್ತಿದ್ದಾರೆ. ಬಿಬಿಎಂಪಿ ಶಾಲೆಗಳಲ್ಲಿ ವ್ಯಾಸಂಗ ಮಾಡುತ್ತಿರುವ 8ನೇ ತರಗತಿ ವಿದ್ಯಾರ್ಥಿಗಳಿಗೆ ಸೈಕಲ್ ವಿತರಣೆ ಮಾಡುವುದು ತೀರ್ಮಾನವಾಗಿದೆ. [406,2017,774,2248]
modi-headline-2: ಪ್ರಧಾನಿ ಮೋದಿ ಬದ್ಧ’: ವಿ.ಸೋಮಣ್ಣ [519,776,1045,827]
